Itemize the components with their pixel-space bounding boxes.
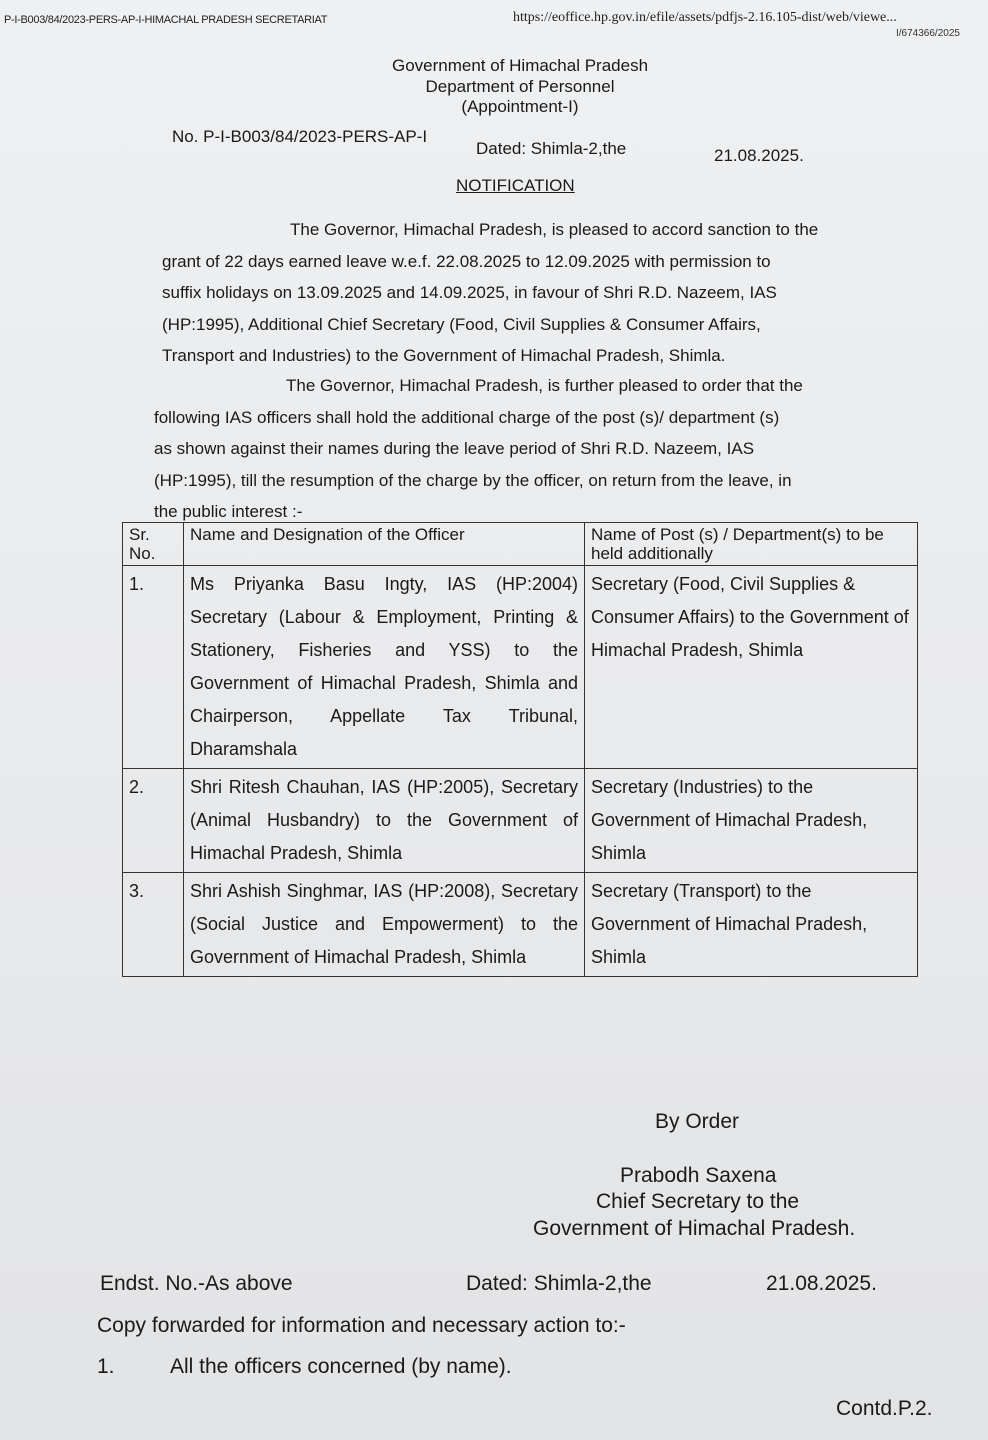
header-officer-name: Name and Designation of the Officer — [184, 523, 585, 566]
paragraph-1 — [162, 214, 866, 372]
paragraph-2-line: The Governor, Himachal Pradesh, is further pleased to order that the — [286, 376, 803, 395]
continued-marker: Contd.P.2. — [836, 1397, 933, 1420]
page-url: https://eoffice.hp.gov.in/efile/assets/pdfjs-2.16.105-dist/web/viewe... — [513, 10, 897, 25]
endorsement-dated-label: Dated: Shimla-2,the — [466, 1272, 652, 1295]
table-row — [123, 873, 918, 977]
letterhead-government: Government of Himachal Pradesh — [391, 56, 649, 75]
row-officer-name: Shri Ashish Singhmar, IAS (HP:2008), Secretary (Social Justice and Empowerment) to the Government of Himachal Pradesh, Shimla — [184, 873, 585, 977]
paragraph-2 — [154, 370, 874, 528]
row-sr-no: 3. — [123, 873, 184, 977]
copy-forwarded-line: Copy forwarded for information and necessary action to:- — [97, 1314, 626, 1337]
endorsement-date: 21.08.2025. — [766, 1272, 877, 1295]
row-additional-post: Secretary (Food, Civil Supplies & Consumer Affairs) to the Government of Himachal Pradesh, Shimla — [585, 566, 918, 769]
paragraph-2-line: (HP:1995), till the resumption of the charge by the officer, on return from the leave, in — [154, 470, 792, 490]
copy-item-text: All the officers concerned (by name). — [170, 1355, 512, 1378]
header-additional-post: Name of Post (s) / Department(s) to be held additionally — [585, 523, 918, 566]
paragraph-1-line: Transport and Industries) to the Government of Himachal Pradesh, Shimla. — [162, 346, 726, 365]
reference-number: No. P-I-B003/84/2023-PERS-AP-I — [172, 127, 428, 146]
notification-title: NOTIFICATION — [456, 176, 575, 195]
table-header-row — [123, 523, 918, 566]
letterhead-department: Department of Personnel — [425, 77, 615, 96]
paragraph-1-line: The Governor, Himachal Pradesh, is pleased to accord sanction to the — [290, 220, 819, 239]
row-additional-post: Secretary (Industries) to the Government of Himachal Pradesh, Shimla — [585, 769, 918, 873]
paragraph-2-line: the public interest :- — [154, 502, 303, 521]
signatory-government: Government of Himachal Pradesh. — [533, 1217, 856, 1240]
paragraph-1-line: grant of 22 days earned leave w.e.f. 22.08.2025 to 12.09.2025 with permission to — [162, 251, 771, 271]
signatory-name: Prabodh Saxena — [620, 1164, 777, 1187]
header-sr-no: Sr. No. — [123, 523, 184, 566]
paragraph-1-line: suffix holidays on 13.09.2025 and 14.09.2025, in favour of Shri R.D. Nazeem, IAS — [162, 283, 777, 302]
paragraph-2-line: as shown against their names during the leave period of Shri R.D. Nazeem, IAS — [154, 439, 755, 458]
row-officer-name: Ms Priyanka Basu Ingty, IAS (HP:2004) Secretary (Labour & Employment, Printing & Stationery, Fisheries and YSS) to the Government of Himachal Pradesh, Shimla and Chairperson, Appellate Tax Tribunal, Dharamshala — [184, 566, 585, 769]
row-officer-name: Shri Ritesh Chauhan, IAS (HP:2005), Secretary (Animal Husbandry) to the Government of Himachal Pradesh, Shimla — [184, 769, 585, 873]
reference-date: 21.08.2025. — [714, 146, 804, 165]
receipt-number: I/674366/2025 — [896, 28, 960, 39]
endorsement-number: Endst. No.-As above — [100, 1272, 293, 1295]
by-order: By Order — [655, 1110, 740, 1133]
row-additional-post: Secretary (Transport) to the Government of Himachal Pradesh, Shimla — [585, 873, 918, 977]
letterhead-section: (Appointment-I) — [461, 97, 579, 116]
paragraph-1-line: (HP:1995), Additional Chief Secretary (Food, Civil Supplies & Consumer Affairs, — [162, 314, 761, 334]
paragraph-2-line: following IAS officers shall hold the additional charge of the post (s)/ department (s) — [154, 407, 780, 427]
signatory-designation: Chief Secretary to the — [596, 1190, 800, 1213]
officers-table — [122, 522, 918, 977]
table-row — [123, 769, 918, 873]
table-row — [123, 566, 918, 769]
copy-item-number: 1. — [97, 1355, 115, 1378]
reference-dated-label: Dated: Shimla-2,the — [476, 139, 627, 158]
row-sr-no: 2. — [123, 769, 184, 873]
file-reference-header: P-I-B003/84/2023-PERS-AP-I-HIMACHAL PRADESH SECRETARIAT — [4, 14, 328, 26]
row-sr-no: 1. — [123, 566, 184, 769]
